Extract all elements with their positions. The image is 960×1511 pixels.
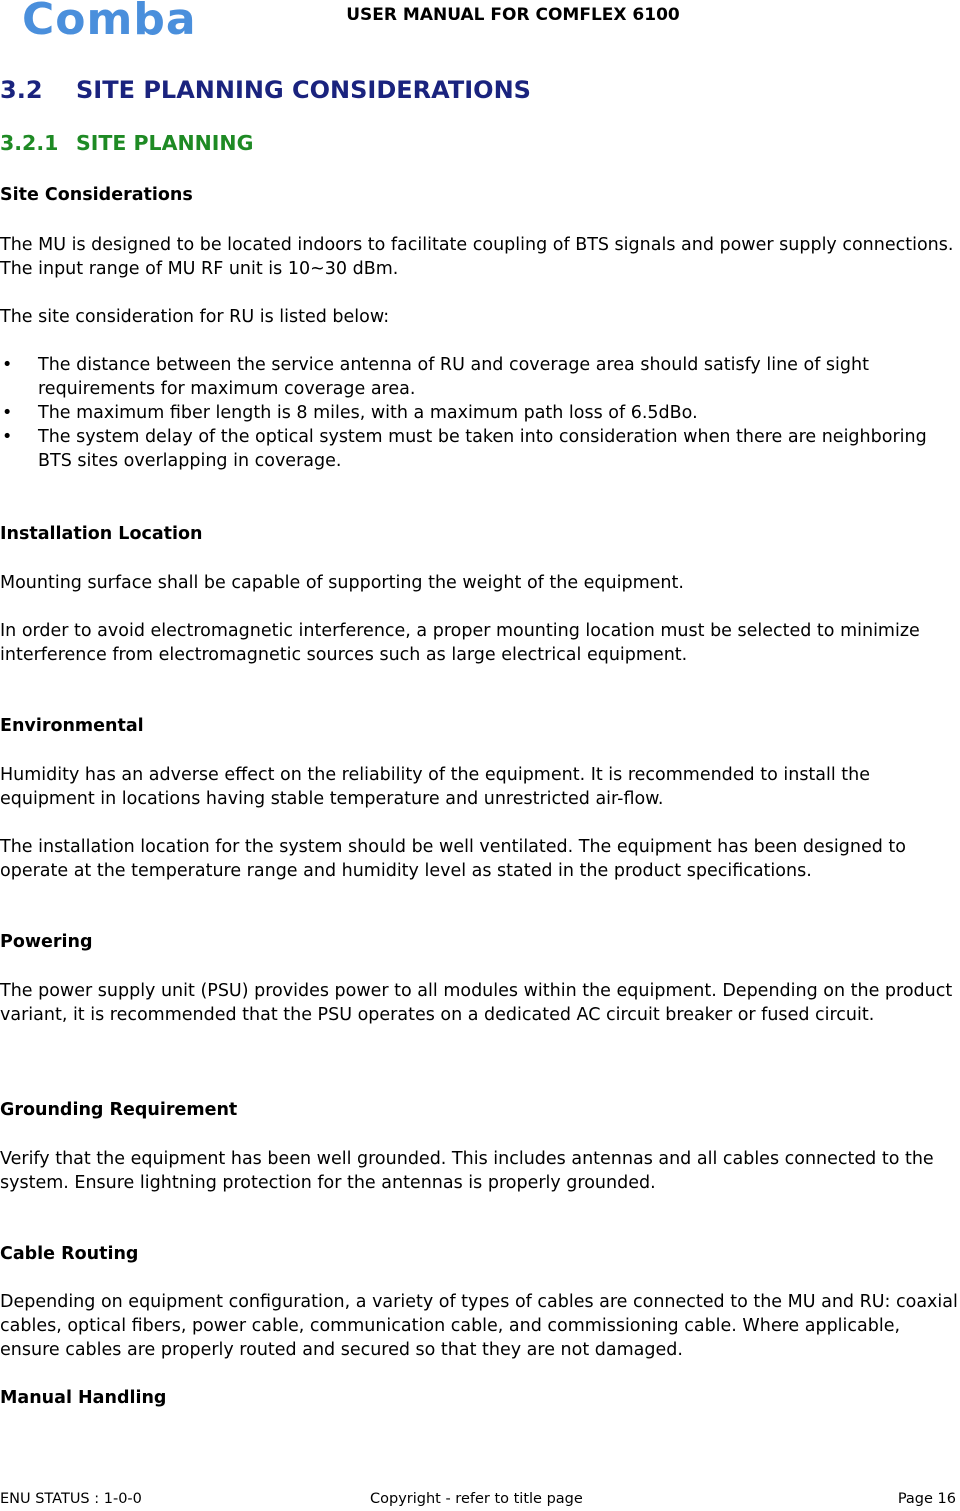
- powering-heading: Powering: [0, 932, 93, 952]
- list-item: [0, 353, 960, 401]
- paragraph: The MU is designed to be located indoors to facilitate coupling of BTS signals and power supply connections. The input range of MU RF unit is 10~30 dBm.: [0, 235, 954, 279]
- environmental-heading: Environmental: [0, 716, 144, 736]
- grounding-heading: Grounding Requirement: [0, 1100, 238, 1120]
- cable-routing-heading: Cable Routing: [0, 1244, 139, 1264]
- environmental-para2: [0, 835, 960, 883]
- cable-routing-para1: [0, 1290, 960, 1362]
- comba-logo: Comba: [22, 0, 197, 45]
- bullet-icon: •: [2, 427, 13, 447]
- site-considerations-section: [0, 183, 960, 207]
- site-considerations-heading: Site Considerations: [0, 185, 193, 205]
- site-considerations-para1: [0, 233, 960, 281]
- subsection-number: 3.2.1: [0, 131, 59, 155]
- subsection-heading: [0, 128, 253, 158]
- paragraph: The power supply unit (PSU) provides power to all modules within the equipment. Depending on the product variant, it is recommended that the PSU operates on a dedicated AC circuit breaker or fused circuit.: [0, 981, 953, 1025]
- paragraph: The site consideration for RU is listed below:: [0, 307, 390, 327]
- section-title: SITE PLANNING CONSIDERATIONS: [76, 76, 531, 104]
- list-item-text: The maximum fiber length is 8 miles, with a maximum path loss of 6.5dBo.: [38, 403, 698, 423]
- list-item-text: The distance between the service antenna of RU and coverage area should satisfy line of sight requirements for maximum coverage area.: [38, 355, 869, 399]
- footer-copyright: Copyright - refer to title page: [370, 1491, 583, 1507]
- paragraph: Humidity has an adverse effect on the reliability of the equipment. It is recommended to install the equipment in locations having stable temperature and unrestricted air-flow.: [0, 765, 871, 809]
- bullet-icon: •: [2, 355, 13, 375]
- paragraph: The installation location for the system should be well ventilated. The equipment has been designed to operate at the temperature range and humidity level as stated in the product specifications.: [0, 837, 906, 881]
- paragraph: Mounting surface shall be capable of supporting the weight of the equipment.: [0, 573, 684, 593]
- list-item: [0, 401, 960, 425]
- powering-para1: [0, 979, 960, 1027]
- installation-location-section: [0, 522, 960, 546]
- list-item: [0, 425, 960, 473]
- page-footer: [0, 1489, 960, 1511]
- powering-section: [0, 930, 960, 954]
- paragraph: Verify that the equipment has been well grounded. This includes antennas and all cables connected to the system. Ensure lightning protection for the antennas is properly grounded.: [0, 1149, 934, 1193]
- document-header-title: USER MANUAL FOR COMFLEX 6100: [346, 5, 680, 25]
- footer-status: ENU STATUS : 1-0-0: [0, 1491, 142, 1507]
- bullet-list: [0, 353, 960, 473]
- site-considerations-para2: [0, 305, 960, 329]
- list-item-text: The system delay of the optical system must be taken into consideration when there are neighboring BTS sites overlapping in coverage.: [38, 427, 927, 471]
- grounding-section: [0, 1098, 960, 1122]
- bullet-icon: •: [2, 403, 13, 423]
- paragraph: Depending on equipment configuration, a variety of types of cables are connected to the MU and RU: coaxial cables, optical fibers, power cable, communication cable, and commissioning cable. Where applicable, ensure cables are properly routed and secured so that they are not damaged.: [0, 1292, 958, 1360]
- footer-page-number: Page 16: [897, 1491, 956, 1507]
- section-heading: [0, 74, 531, 106]
- section-number: 3.2: [0, 76, 43, 104]
- subsection-title: SITE PLANNING: [76, 131, 254, 155]
- installation-location-heading: Installation Location: [0, 524, 203, 544]
- environmental-section: [0, 714, 960, 738]
- manual-handling-section: [0, 1386, 960, 1410]
- cable-routing-section: [0, 1242, 960, 1266]
- site-considerations-bullets: [0, 353, 960, 473]
- paragraph: In order to avoid electromagnetic interference, a proper mounting location must be selected to minimize interference from electromagnetic sources such as large electrical equipment.: [0, 621, 920, 665]
- installation-location-para1: [0, 571, 960, 595]
- environmental-para1: [0, 763, 960, 811]
- manual-handling-heading: Manual Handling: [0, 1388, 167, 1408]
- installation-location-para2: [0, 619, 960, 667]
- grounding-para1: [0, 1147, 960, 1195]
